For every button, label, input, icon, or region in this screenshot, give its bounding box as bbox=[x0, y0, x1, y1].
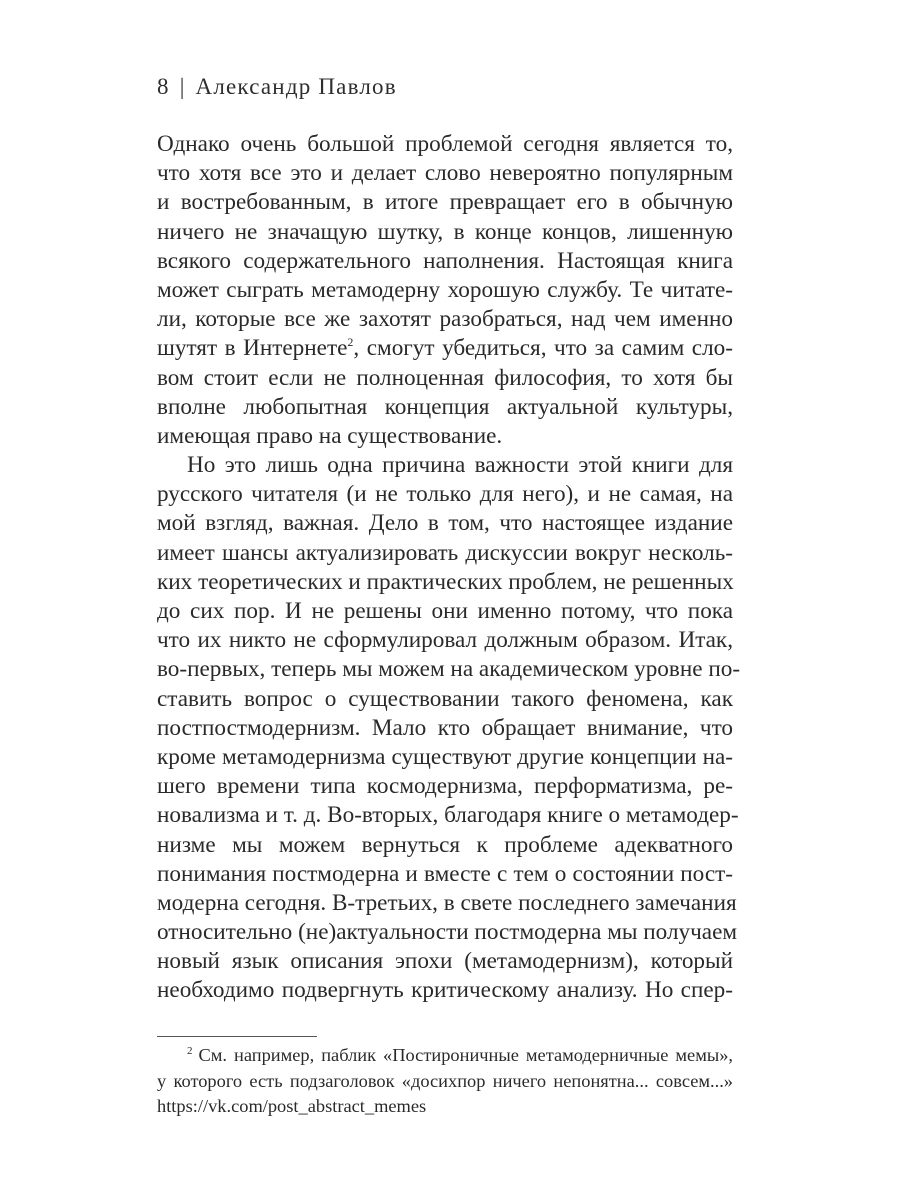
text-line: новый язык описания эпохи (метамодернизм), который bbox=[157, 948, 733, 975]
footnote-line bbox=[157, 1043, 733, 1069]
footnote-url: https://vk.com/post_abstract_memes bbox=[157, 1096, 427, 1116]
text-line: и востребованным, в итоге превращает его в обычную bbox=[157, 189, 733, 216]
text-line: что их никто не сформулировал должным образом. Итак, bbox=[157, 627, 733, 654]
text-line: имеющая право на существование. bbox=[157, 422, 503, 449]
text-segment: , смогут убедиться, что за самим сло- bbox=[353, 335, 733, 362]
footnote-divider bbox=[157, 1036, 317, 1037]
running-head bbox=[157, 74, 397, 100]
text-line: может сыграть метамодерну хорошую службу. Те читате- bbox=[157, 276, 733, 303]
text-line: понимания постмодерна и вместе с тем о состоянии пост- bbox=[157, 860, 733, 887]
text-line: русского читателя (и не только для него), и не самая, на bbox=[157, 481, 733, 508]
text-line: вполне любопытная концепция актуальной культуры, bbox=[157, 393, 733, 420]
footnote-line: у которого есть подзаголовок «досихпор ничего непонятна... совсем...» bbox=[157, 1070, 733, 1091]
text-line: вом стоит если не полноценная философия, то хотя бы bbox=[157, 364, 733, 391]
text-line: Однако очень большой проблемой сегодня является то, bbox=[157, 131, 733, 157]
text-line: постпостмодернизм. Мало кто обращает внимание, что bbox=[157, 714, 733, 741]
body-text bbox=[157, 130, 741, 1006]
text-line: ли, которые все же захотят разобраться, над чем именно bbox=[157, 306, 733, 333]
text-line: имеет шансы актуализировать дискуссии вокруг несколь- bbox=[157, 539, 733, 566]
text-line: новализма и т. д. Во-вторых, благодаря книге о метамодер- bbox=[157, 802, 739, 829]
footnote-ref: 2 bbox=[347, 335, 354, 350]
text-line: во-первых, теперь мы можем на академическом уровне по- bbox=[157, 656, 741, 683]
text-line: низме мы можем вернуться к проблеме адекватного bbox=[157, 831, 733, 858]
text-line: Но это лишь одна причина важности этой книги для bbox=[187, 452, 733, 479]
author-name: Александр Павлов bbox=[195, 74, 397, 99]
footnote-number: 2 bbox=[187, 1045, 193, 1057]
text-line: относительно (не)актуальности постмодерна мы получаем bbox=[157, 919, 738, 946]
text-line: мой взгляд, важная. Дело в том, что настоящее издание bbox=[157, 510, 733, 537]
text-line: необходимо подвергнуть критическому анализу. Но спер- bbox=[157, 977, 733, 1004]
text-line: всякого содержательного наполнения. Настоящая книга bbox=[157, 247, 733, 274]
text-line: ких теоретических и практических проблем, не решенных bbox=[157, 568, 734, 595]
header-separator: | bbox=[179, 74, 186, 99]
page-number: 8 bbox=[157, 74, 170, 99]
text-line: до сих пор. И не решены они именно потому, что пока bbox=[157, 598, 733, 624]
text-line: что хотя все это и делает слово невероятно популярным bbox=[157, 160, 733, 187]
footnote bbox=[157, 1043, 733, 1120]
text-line: модерна сегодня. В-третьих, в свете последнего замечания bbox=[157, 889, 737, 916]
text-segment: шутят в Интернете bbox=[157, 335, 348, 362]
footnote-text: См. например, паблик «Постироничные метамодерничные мемы», bbox=[198, 1045, 733, 1065]
text-line bbox=[157, 334, 733, 363]
text-line: шего времени типа космодернизма, перформатизма, ре- bbox=[157, 773, 733, 800]
text-line: кроме метамодернизма существуют другие концепции на- bbox=[157, 743, 733, 770]
text-line: ничего не значащую шутку, в конце концов, лишенную bbox=[157, 218, 733, 245]
text-line: ставить вопрос о существовании такого феномена, как bbox=[157, 685, 733, 712]
